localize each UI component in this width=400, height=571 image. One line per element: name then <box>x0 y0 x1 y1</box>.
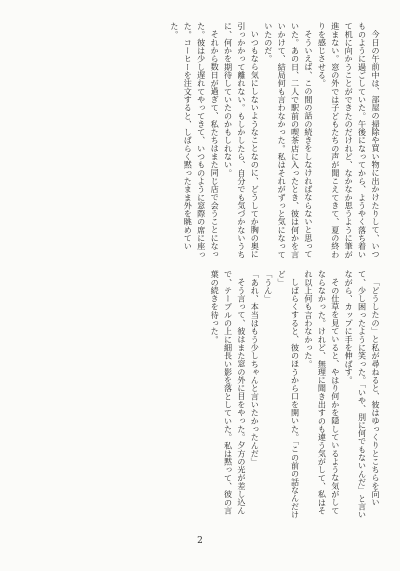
paragraph: しばらくすると、彼のほうから口を開いた。「この前の話なんだけど」 <box>277 270 301 519</box>
dialogue-line: 「うん」 <box>263 270 274 303</box>
paragraph: それから数日が過ぎて、私たちはまた同じ店で会うことになった。彼は少し遅れてやってきて、いつものように窓際の席に座った。コーヒーを注文すると、しばらく黙ったまま外を眺めていた。 <box>169 22 221 259</box>
lower-text-block <box>20 270 382 520</box>
paragraph: そう言って、彼はまた窓の外に目をやった。夕方の光が差し込んで、テーブルの上に細長い影を落としていた。私は黙って、彼の言葉の続きを待った。 <box>210 270 247 515</box>
page-number: 2 <box>197 536 203 546</box>
paragraph: その仕草を見ていると、やはり何かを隠しているような気がしてならなかった。けれど、無理に聞き出すのも違う気がして、私はそれ以上何も言わなかった。 <box>303 270 341 515</box>
paragraph: 今日の午前中は、部屋の掃除や買い物に出かけたりして、いつものように過ごしていた。午後になってから、ようやく落ち着いて机に向かうことができたのだけれど、なかなか思うように筆が進まない。窓の外では子どもたちの声が聞こえてきて、夏の終わりを感じさせる。 <box>317 22 381 259</box>
paragraph: いつもなら気にしないようなことなのに、どうしてか胸の奥に引っかかって離れない。もしかしたら、自分でも気づかないうちに、何かを期待していたのかもしれない。 <box>223 22 261 259</box>
upper-text-block <box>20 22 382 260</box>
dialogue-line: 「あれ、本当はもう少しちゃんと言いたかったんだ」 <box>250 270 261 466</box>
paragraph: そういえば、この間の話の続きをしなければならないと思っていた。あの日、二人で駅前の喫茶店に入ったとき、彼は何かを言いかけて、結局何も言わなかった。私はそれがずっと気になっていたのだ。 <box>263 22 314 259</box>
paragraph: 「どうしたの」と私が尋ねると、彼はゆっくりとこちらを向いて、少し困ったように笑った。「いや、別に何でもないんだ」と言いながら、カップに手を伸ばす。 <box>344 270 381 519</box>
